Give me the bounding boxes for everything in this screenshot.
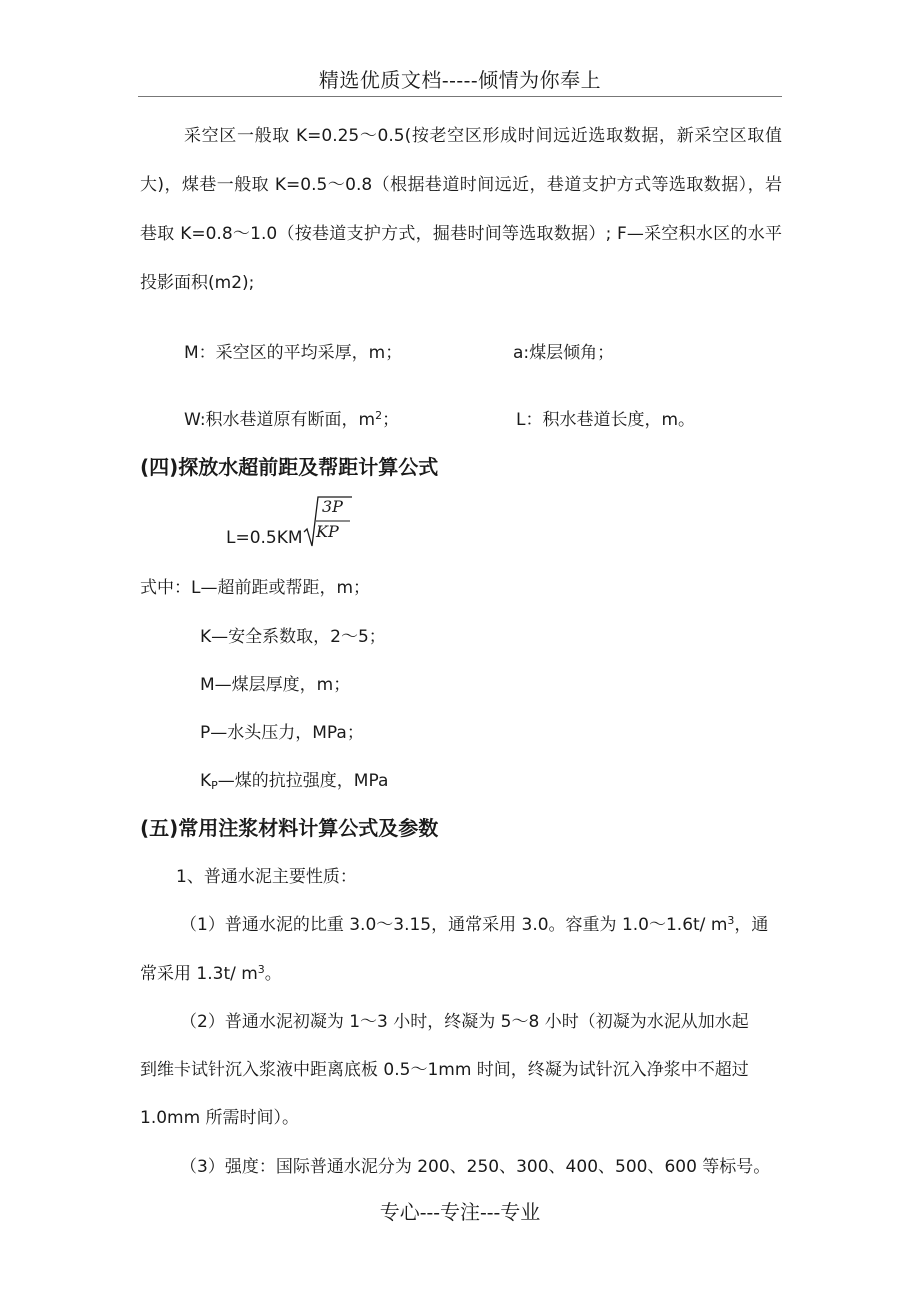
cement-p1-line1-text: （1）普通水泥的比重 3.0～3.15，通常采用 3.0。容重为 1.0～1.6t/ m <box>180 915 728 935</box>
header-divider <box>138 96 782 97</box>
cement-p2-line2: 到维卡试针沉入浆液中距离底板 0.5～1mm 时间，终凝为试针沉入净浆中不超过 <box>140 1060 749 1080</box>
cement-p3: （3）强度：国际普通水泥分为 200、250、300、400、500、600 等标号。 <box>180 1157 771 1177</box>
cement-p1-line2 <box>140 959 282 984</box>
formula-prefix: L=0.5KM <box>226 528 303 548</box>
def-m: M：采空区的平均采厚，m； <box>184 343 403 363</box>
fraction-numerator: 3P <box>322 497 343 516</box>
cement-p1-line2-text: 常采用 1.3t/ m <box>140 964 258 984</box>
def-w-text: W:积水巷道原有断面，m <box>184 410 376 430</box>
section-5-heading: (五)常用注浆材料计算公式及参数 <box>140 816 439 840</box>
cement-p1-line1-tail: ，通 <box>734 915 769 935</box>
def-p: P—水头压力，MPa； <box>200 723 364 743</box>
page-header-title: 精选优质文档-----倾情为你奉上 <box>318 68 602 92</box>
def-kp-rest: —煤的抗拉强度，MPa <box>217 771 389 791</box>
section-4-heading: (四)探放水超前距及帮距计算公式 <box>140 455 439 479</box>
cement-p1-line2-tail: 。 <box>264 964 282 984</box>
def-w-sup: 2 <box>375 409 383 422</box>
paragraph-k-coefficient: 采空区一般取 K=0.25～0.5(按老空区形成时间远近选取数据，新采空区取值大)，煤巷一般取 K=0.5～0.8（根据巷道时间远近，巷道支护方式等选取数据），岩巷取 K=0.8～1.0（按巷道支护方式，掘巷时间等选取数据）; F—采空积水区的水平投影面积(m2); <box>140 126 782 293</box>
cement-item-1: 1、普通水泥主要性质： <box>176 867 357 887</box>
def-l: L：积水巷道长度，m。 <box>516 410 696 430</box>
cement-p2-line1: （2）普通水泥初凝为 1～3 小时，终凝为 5～8 小时（初凝为水泥从加水起 <box>180 1012 749 1032</box>
formula-intro: 式中：L—超前距或帮距，m； <box>140 578 371 598</box>
def-a: a:煤层倾角； <box>513 343 615 363</box>
fraction-denominator: KP <box>316 522 339 541</box>
def-kp-sub: P <box>211 779 218 792</box>
cement-p1-line1-sup: 3 <box>727 914 735 927</box>
page-footer: 专心---专注---专业 <box>379 1200 541 1224</box>
def-kp-main: K <box>200 771 212 791</box>
cement-p1-line2-sup: 3 <box>257 963 265 976</box>
def-kp <box>200 766 388 792</box>
def-k: K—安全系数取，2～5； <box>200 627 386 647</box>
cement-p2-line3: 1.0mm 所需时间）。 <box>140 1108 300 1128</box>
def-w <box>184 405 399 430</box>
cement-p1-line1 <box>180 910 768 935</box>
def-m-thickness: M—煤层厚度，m； <box>200 675 351 695</box>
def-w-suffix: ； <box>382 410 400 430</box>
